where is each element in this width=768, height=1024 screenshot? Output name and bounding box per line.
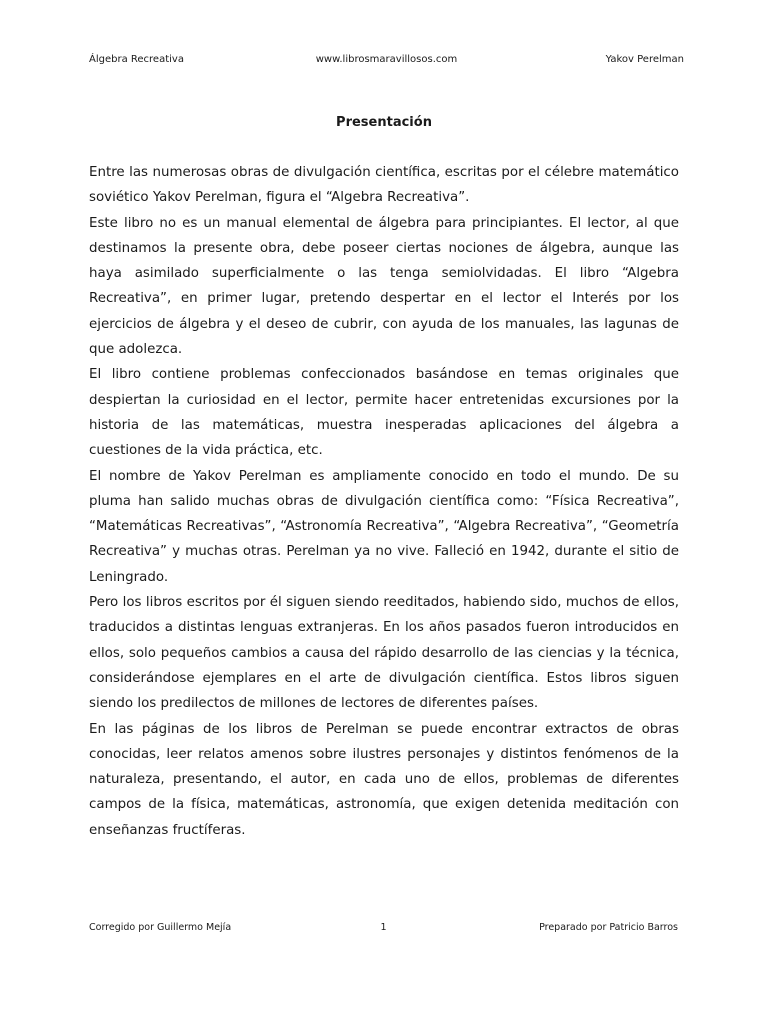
paragraph-1: Entre las numerosas obras de divulgación científica, escritas por el célebre matemático soviético Yakov Perelman, figura el “Algebra Recreativa”. [89,165,679,206]
paragraph-3: El libro contiene problemas confeccionados basándose en temas originales que despiertan la curiosidad en el lector, permite hacer entretenidas excursiones por la historia de las matemáticas, muestra inesperadas aplicaciones del álgebra a cuestiones de la vida práctica, etc. [89,367,679,459]
header-author: Yakov Perelman [605,54,684,65]
body-text [89,160,679,843]
page-header [89,53,684,67]
page-footer [89,921,678,935]
header-website-link[interactable]: www.librosmaravillosos.com [315,54,458,65]
paragraph-6: En las páginas de los libros de Perelman se puede encontrar extractos de obras conocidas, leer relatos amenos sobre ilustres personajes y distintos fenómenos de la naturaleza, presentando, el autor, en cada uno de ellos, problemas de diferentes campos de la física, matemáticas, astronomía, que exigen detenida meditación con enseñanzas fructíferas. [89,721,679,838]
paragraph-5: Pero los libros escritos por él siguen siendo reeditados, habiendo sido, muchos de ellos, traducidos a distintas lenguas extranjeras. En los años pasados fueron introducidos en ellos, solo pequeños cambios a causa del rápido desarrollo de las ciencias y la técnica, considerándose ejemplares en el arte de divulgación científica. Estos libros siguen siendo los predilectos de millones de lectores de diferentes países. [89,595,679,712]
footer-preparer: Preparado por Patricio Barros [539,922,678,933]
footer-page-number: 1 [380,922,387,933]
footer-corrector: Corregido por Guillermo Mejía [89,922,232,933]
header-book-title: Álgebra Recreativa [89,54,184,65]
paragraph-4: El nombre de Yakov Perelman es ampliamente conocido en todo el mundo. De su pluma han salido muchas obras de divulgación científica como: “Física Recreativa”, “Matemáticas Recreativas”, “Astronomía Recreativa”, “Algebra Recreativa”, “Geometría Recreativa” y muchas otras. Perelman ya no vive. Falleció en 1942, durante el sitio de Leningrado. [89,468,679,585]
page-title: Presentación [336,115,432,130]
paragraph-2: Este libro no es un manual elemental de álgebra para principiantes. El lector, al que destinamos la presente obra, debe poseer ciertas nociones de álgebra, aunque las haya asimilado superficialmente o las tenga semiolvidadas. El libro “Algebra Recreativa”, en primer lugar, pretendo despertar en el lector el Interés por los ejercicios de álgebra y el deseo de cubrir, con ayuda de los manuales, las lagunas de que adolezca. [89,215,679,358]
